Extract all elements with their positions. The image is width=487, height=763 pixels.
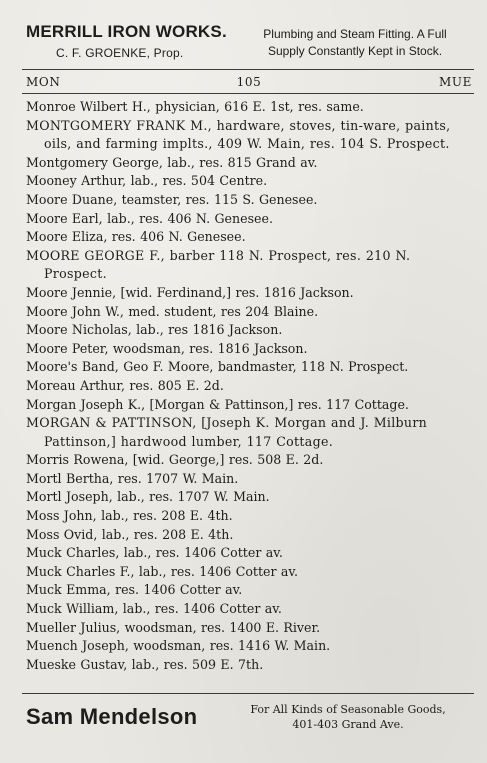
page-number: 105: [236, 75, 262, 89]
directory-entry: Morgan Joseph K., [Morgan & Pattinson,] res. 117 Cottage.: [26, 396, 409, 412]
directory-entry: Moore's Band, Geo F. Moore, bandmaster, 118 N. Prospect.: [26, 359, 409, 375]
header-rule-top: [22, 69, 474, 70]
running-head: [26, 75, 472, 91]
footer-ad-business-name: Sam Mendelson: [26, 704, 198, 729]
header-rule-bottom: [22, 93, 474, 94]
footer-ad-copy-line: 401-403 Grand Ave.: [292, 718, 404, 731]
directory-entry: MOORE GEORGE F., barber 118 N. Prospect, res. 210 N. Prospect.: [26, 247, 411, 282]
directory-entry: Mueske Gustav, lab., res. 509 E. 7th.: [26, 656, 264, 672]
directory-entry: Moreau Arthur, res. 805 E. 2d.: [26, 377, 224, 393]
directory-entry: Monroe Wilbert H., physician, 616 E. 1st, res. same.: [26, 99, 364, 114]
header-ad-copy: [238, 26, 472, 60]
header-ad-business-name: MERRILL IRON WORKS.: [26, 22, 227, 41]
directory-entry: MONTGOMERY FRANK M., hardware, stoves, tin-ware, paints, oils, and farming implts., 409 W. Main, res. 104 S. Prospect.: [26, 117, 451, 152]
directory-entry: Mortl Joseph, lab., res. 1707 W. Main.: [26, 489, 270, 505]
directory-entry: Moore Peter, woodsman, res. 1816 Jackson.: [26, 340, 308, 356]
header-ad-proprietor: C. F. GROENKE, Prop.: [56, 46, 184, 60]
directory-entry: Mortl Bertha, res. 1707 W. Main.: [26, 470, 239, 486]
directory-entry: Moss Ovid, lab., res. 208 E. 4th.: [26, 526, 234, 542]
header-ad-copy-line: Supply Constantly Kept in Stock.: [267, 44, 443, 58]
directory-entry: Mooney Arthur, lab., res. 504 Centre.: [26, 173, 268, 189]
directory-entry: MORGAN & PATTINSON, [Joseph K. Morgan and J. Milburn Pattinson,] hardwood lumber, 117 Cottage.: [26, 415, 428, 449]
directory-entry: Moore Duane, teamster, res. 115 S. Genesee.: [26, 191, 318, 207]
running-head-left-guide: MON: [26, 75, 61, 89]
directory-entry: Muck Charles, lab., res. 1406 Cotter av.: [26, 545, 283, 561]
directory-entry: Moore Nicholas, lab., res 1816 Jackson.: [26, 322, 283, 338]
directory-entry: Moore Jennie, [wid. Ferdinand,] res. 1816 Jackson.: [26, 284, 354, 300]
directory-entry: Moore Earl, lab., res. 406 N. Genesee.: [26, 210, 273, 226]
directory-entry: Morris Rowena, [wid. George,] res. 508 E. 2d.: [26, 452, 324, 468]
directory-entry: Muck Charles F., lab., res. 1406 Cotter av.: [26, 563, 299, 579]
directory-entry: Moore John W., med. student, res 204 Blaine.: [26, 303, 319, 319]
directory-entry: Muck Emma, res. 1406 Cotter av.: [26, 582, 243, 598]
directory-entry: Moss John, lab., res. 208 E. 4th.: [26, 508, 233, 524]
directory-entry: Mueller Julius, woodsman, res. 1400 E. River.: [26, 619, 321, 635]
directory-entry: Montgomery George, lab., res. 815 Grand av.: [26, 154, 318, 170]
running-head-right-guide: MUE: [439, 75, 472, 89]
directory-entry: Moore Eliza, res. 406 N. Genesee.: [26, 229, 246, 245]
footer-advertisement: [24, 698, 472, 738]
header-ad-copy-line: Plumbing and Steam Fitting. A Full: [263, 27, 447, 41]
header-advertisement: [24, 20, 472, 66]
footer-ad-copy: [222, 702, 474, 732]
directory-entry-list: [26, 98, 474, 674]
header-ad-business-block: [24, 20, 234, 66]
directory-entry: Muck William, lab., res. 1406 Cotter av.: [26, 601, 282, 617]
directory-entry: Muench Joseph, woodsman, res. 1416 W. Main.: [26, 638, 331, 654]
footer-ad-copy-line: For All Kinds of Seasonable Goods,: [250, 703, 446, 716]
footer-rule: [22, 693, 474, 694]
